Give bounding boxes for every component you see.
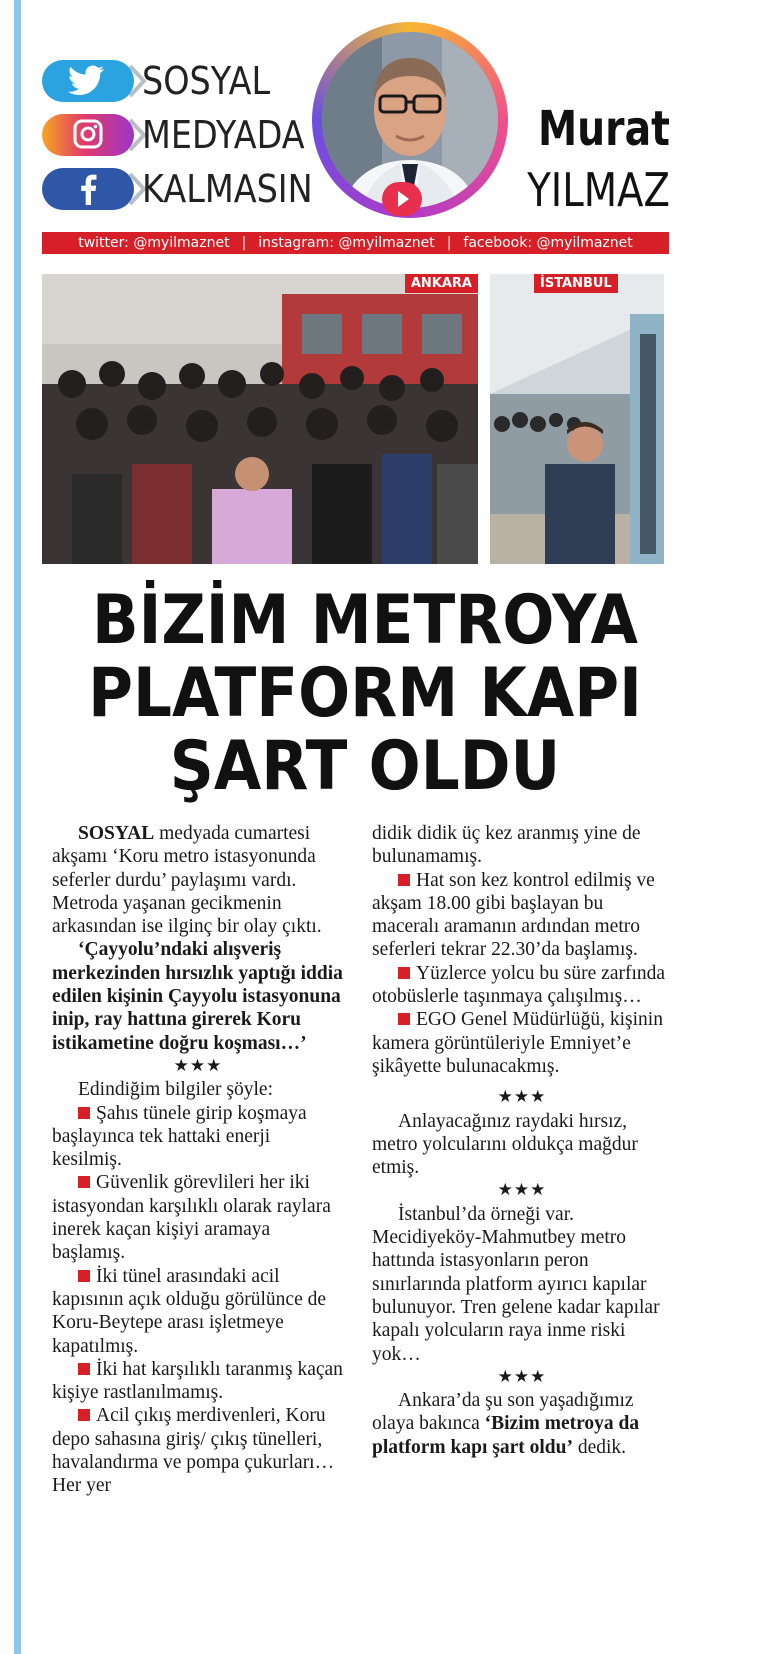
bullet-paragraph: İki tünel arasındaki acil kapısının açık olduğu görülünce de Koru-Beytepe arası işletmeye kapatılmış.: [52, 1265, 327, 1357]
section-divider-stars: ★★★: [497, 1180, 547, 1201]
bullet-paragraph: EGO Genel Müdürlüğü, kişinin kamera görüntüleriyle Emniyet’e şikâyette bulunacakmış.: [372, 1009, 663, 1077]
divider: |: [241, 235, 247, 251]
lead-paragraph: [52, 822, 344, 938]
lead-text: medyada cumartesi akşamı ‘Koru metro istasyonunda seferler durdu’ paylaşımı vardı. Metroda yaşanan gecikmenin arkasından ise ilginç bir olay çıktı.: [52, 823, 322, 938]
social-word: SOSYAL: [142, 59, 271, 103]
play-button[interactable]: [382, 182, 422, 216]
headline-line: BİZİM METROYA: [91, 581, 639, 660]
bullet-paragraph: Güvenlik görevlileri her iki istasyondan karşılıklı olarak raylara inerek kaçan kişiyi aramaya başlamış.: [52, 1172, 331, 1264]
red-square-bullet: [78, 1363, 90, 1375]
location-tag: İSTANBUL: [534, 274, 618, 293]
play-icon: [382, 182, 422, 216]
social-row-twitter: [42, 58, 317, 104]
red-square-bullet: [78, 1409, 90, 1421]
instagram-icon: [66, 119, 110, 149]
headline-line: ŞART OLDU: [169, 727, 561, 806]
divider: |: [446, 235, 452, 251]
instagram-handle[interactable]: instagram: @myilmaznet: [258, 235, 435, 251]
author-last-name: YILMAZ: [527, 163, 670, 217]
closing-bold-quote: ‘Bizim metroya da platform kapı şart oldu’: [372, 1413, 640, 1458]
twitter-handle[interactable]: twitter: @myilmaznet: [78, 235, 230, 251]
social-word: KALMASIN: [142, 167, 313, 211]
body-paragraph: Anlayacağınız raydaki hırsız, metro yolcularını oldukça mağdur etmiş.: [372, 1110, 638, 1179]
bullet-paragraph: Yüzlerce yolcu bu süre zarfında otobüslerle taşınmaya çalışılmış…: [372, 962, 666, 1008]
location-tag: ANKARA: [405, 274, 478, 293]
facebook-icon: [66, 173, 110, 203]
article-column-left: [52, 822, 344, 1498]
section-divider-stars: ★★★: [497, 1366, 547, 1387]
continued-paragraph: didik didik üç kez aranmış yine de bulunamamış.: [372, 823, 641, 868]
intro-paragraph: Edindiğim bilgiler şöyle:: [78, 1079, 273, 1101]
article-headline: [40, 581, 690, 806]
section-divider-stars: ★★★: [497, 1087, 547, 1108]
red-square-bullet: [398, 967, 410, 979]
body-paragraph: İstanbul’da örneği var. Mecidiyeköy-Mahmutbey metro hattında istasyonların peron sınırlarında platform ayırıcı kapılar bulunuyor. Tren gelene kadar kapılar kapalı yolcuların raya inme riski yok…: [372, 1203, 660, 1365]
lead-word: SOSYAL: [78, 823, 155, 844]
red-square-bullet: [78, 1107, 90, 1119]
article-column-right: [372, 822, 672, 1459]
red-square-bullet: [398, 874, 410, 886]
bullet-paragraph: Hat son kez kontrol edilmiş ve akşam 18.00 gibi başlayan bu maceralı aramanın ardından metro seferleri tekrar 22.30’da başlamış.: [372, 869, 655, 961]
bullet-paragraph: İki hat karşılıklı taranmış kaçan kişiye rastlanılmamış.: [52, 1358, 343, 1404]
closing-paragraph: Ankara’da şu son yaşadığımız olaya bakınca ‘Bizim metroya da platform kapı şart oldu’ dedik.: [372, 1390, 640, 1458]
bullet-paragraph: Şahıs tünele girip koşmaya başlayınca tek hattaki enerji kesilmiş.: [52, 1102, 307, 1171]
headline-line: PLATFORM KAPI: [88, 654, 642, 733]
left-accent-bar: [14, 0, 21, 1654]
quote-paragraph: ‘Çayyolu’ndaki alışveriş merkezinden hırsızlık yaptığı iddia edilen kişinin Çayyolu istasyonuna inip, ray hattına girerek Koru istikametine doğru koşması…’: [52, 939, 343, 1054]
social-handles-bar: [42, 232, 669, 254]
red-square-bullet: [398, 1013, 410, 1025]
author-first-name: Murat: [538, 101, 670, 157]
section-divider-stars: ★★★: [173, 1055, 223, 1076]
bullet-paragraph: Acil çıkış merdivenleri, Koru depo sahasına giriş/ çıkış tünelleri, havalandırma ve pompa çukurları… Her yer: [52, 1405, 335, 1497]
facebook-handle[interactable]: facebook: @myilmaznet: [463, 235, 633, 251]
ankara-photo: [42, 274, 478, 564]
red-square-bullet: [78, 1176, 90, 1188]
social-row-facebook: [42, 166, 317, 212]
twitter-icon: [66, 65, 110, 95]
social-word: MEDYADA: [142, 113, 305, 157]
red-square-bullet: [78, 1270, 90, 1282]
istanbul-photo: [490, 274, 664, 564]
social-row-instagram: [42, 112, 317, 158]
